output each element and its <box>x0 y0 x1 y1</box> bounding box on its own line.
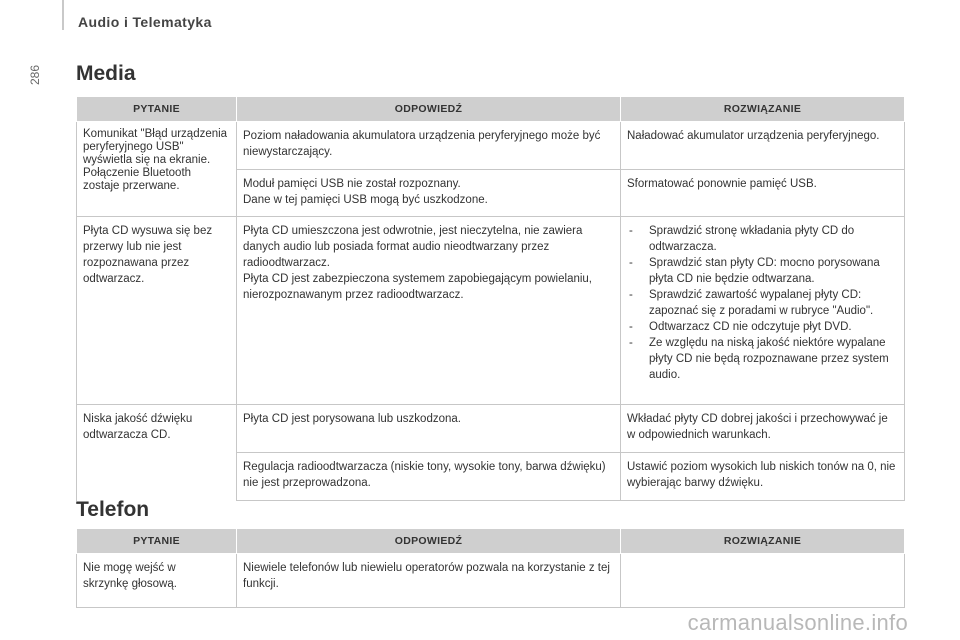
table-header-row <box>77 97 905 122</box>
column-header-question: PYTANIE <box>77 529 237 554</box>
section-title-telefon: Telefon <box>76 498 150 521</box>
table-row <box>77 122 905 170</box>
table-row <box>77 554 905 608</box>
solution-cell: Wkładać płyty CD dobrej jakości i przechowywać je w odpowiednich warunkach. <box>621 405 905 453</box>
table-row <box>77 217 905 405</box>
header-divider <box>62 0 64 30</box>
page-number: 286 <box>28 64 42 86</box>
watermark: carmanualsonline.info <box>687 610 908 635</box>
column-header-answer: ODPOWIEDŹ <box>237 97 621 122</box>
list-item: - Ze względu na niską jakość niektóre wypalane płyty CD nie będą rozpoznawane przez system audio. <box>627 335 898 383</box>
solution-list <box>627 223 898 383</box>
answer-cell: Regulacja radioodtwarzacza (niskie tony, wysokie tony, barwa dźwięku) nie jest przeprowadzona. <box>237 453 621 501</box>
list-item: - Sprawdzić zawartość wypalanej płyty CD: zapoznać się z poradami w rubryce "Audio". <box>627 287 898 319</box>
list-item: - Odtwarzacz CD nie odczytuje płyt DVD. <box>627 319 898 335</box>
solution-cell: Naładować akumulator urządzenia peryferyjnego. <box>621 122 905 170</box>
column-header-answer: ODPOWIEDŹ <box>237 529 621 554</box>
question-cell: Nie mogę wejść w skrzynkę głosową. <box>77 554 237 608</box>
solution-cell: Ustawić poziom wysokich lub niskich tonów na 0, nie wybierając barwy dźwięku. <box>621 453 905 501</box>
solution-cell <box>621 217 905 405</box>
question-cell: Płyta CD wysuwa się bez przerwy lub nie jest rozpoznawana przez odtwarzacz. <box>77 217 237 405</box>
question-cell: Komunikat "Błąd urządzenia peryferyjnego USB" wyświetla się na ekranie. Połączenie Bluetooth zostaje przerwane. <box>77 122 237 217</box>
solution-cell: Sformatować ponownie pamięć USB. <box>621 170 905 217</box>
answer-cell: Poziom naładowania akumulatora urządzenia peryferyjnego może być niewystarczający. <box>237 122 621 170</box>
column-header-solution: ROZWIĄZANIE <box>621 97 905 122</box>
list-item: - Sprawdzić stronę wkładania płyty CD do odtwarzacza. <box>627 223 898 255</box>
column-header-solution: ROZWIĄZANIE <box>621 529 905 554</box>
list-item: - Sprawdzić stan płyty CD: mocno porysowana płyta CD nie będzie odtwarzana. <box>627 255 898 287</box>
table-row <box>77 405 905 453</box>
solution-cell <box>621 554 905 608</box>
media-table <box>76 96 905 501</box>
answer-cell: Płyta CD umieszczona jest odwrotnie, jest nieczytelna, nie zawiera danych audio lub posiada format audio nieodtwarzany przez radioodtwarzacz. Płyta CD jest zabezpieczona systemem zapobiegającym powielaniu, nierozpoznawanym przez radioodtwarzacz. <box>237 217 621 405</box>
answer-cell: Moduł pamięci USB nie został rozpoznany. Dane w tej pamięci USB mogą być uszkodzone. <box>237 170 621 217</box>
section-title-media: Media <box>76 62 136 85</box>
question-cell: Niska jakość dźwięku odtwarzacza CD. <box>77 405 237 501</box>
table-header-row <box>77 529 905 554</box>
answer-cell: Płyta CD jest porysowana lub uszkodzona. <box>237 405 621 453</box>
answer-cell: Niewiele telefonów lub niewielu operatorów pozwala na korzystanie z tej funkcji. <box>237 554 621 608</box>
chapter-title: Audio i Telematyka <box>78 14 212 30</box>
telefon-table <box>76 528 905 608</box>
column-header-question: PYTANIE <box>77 97 237 122</box>
